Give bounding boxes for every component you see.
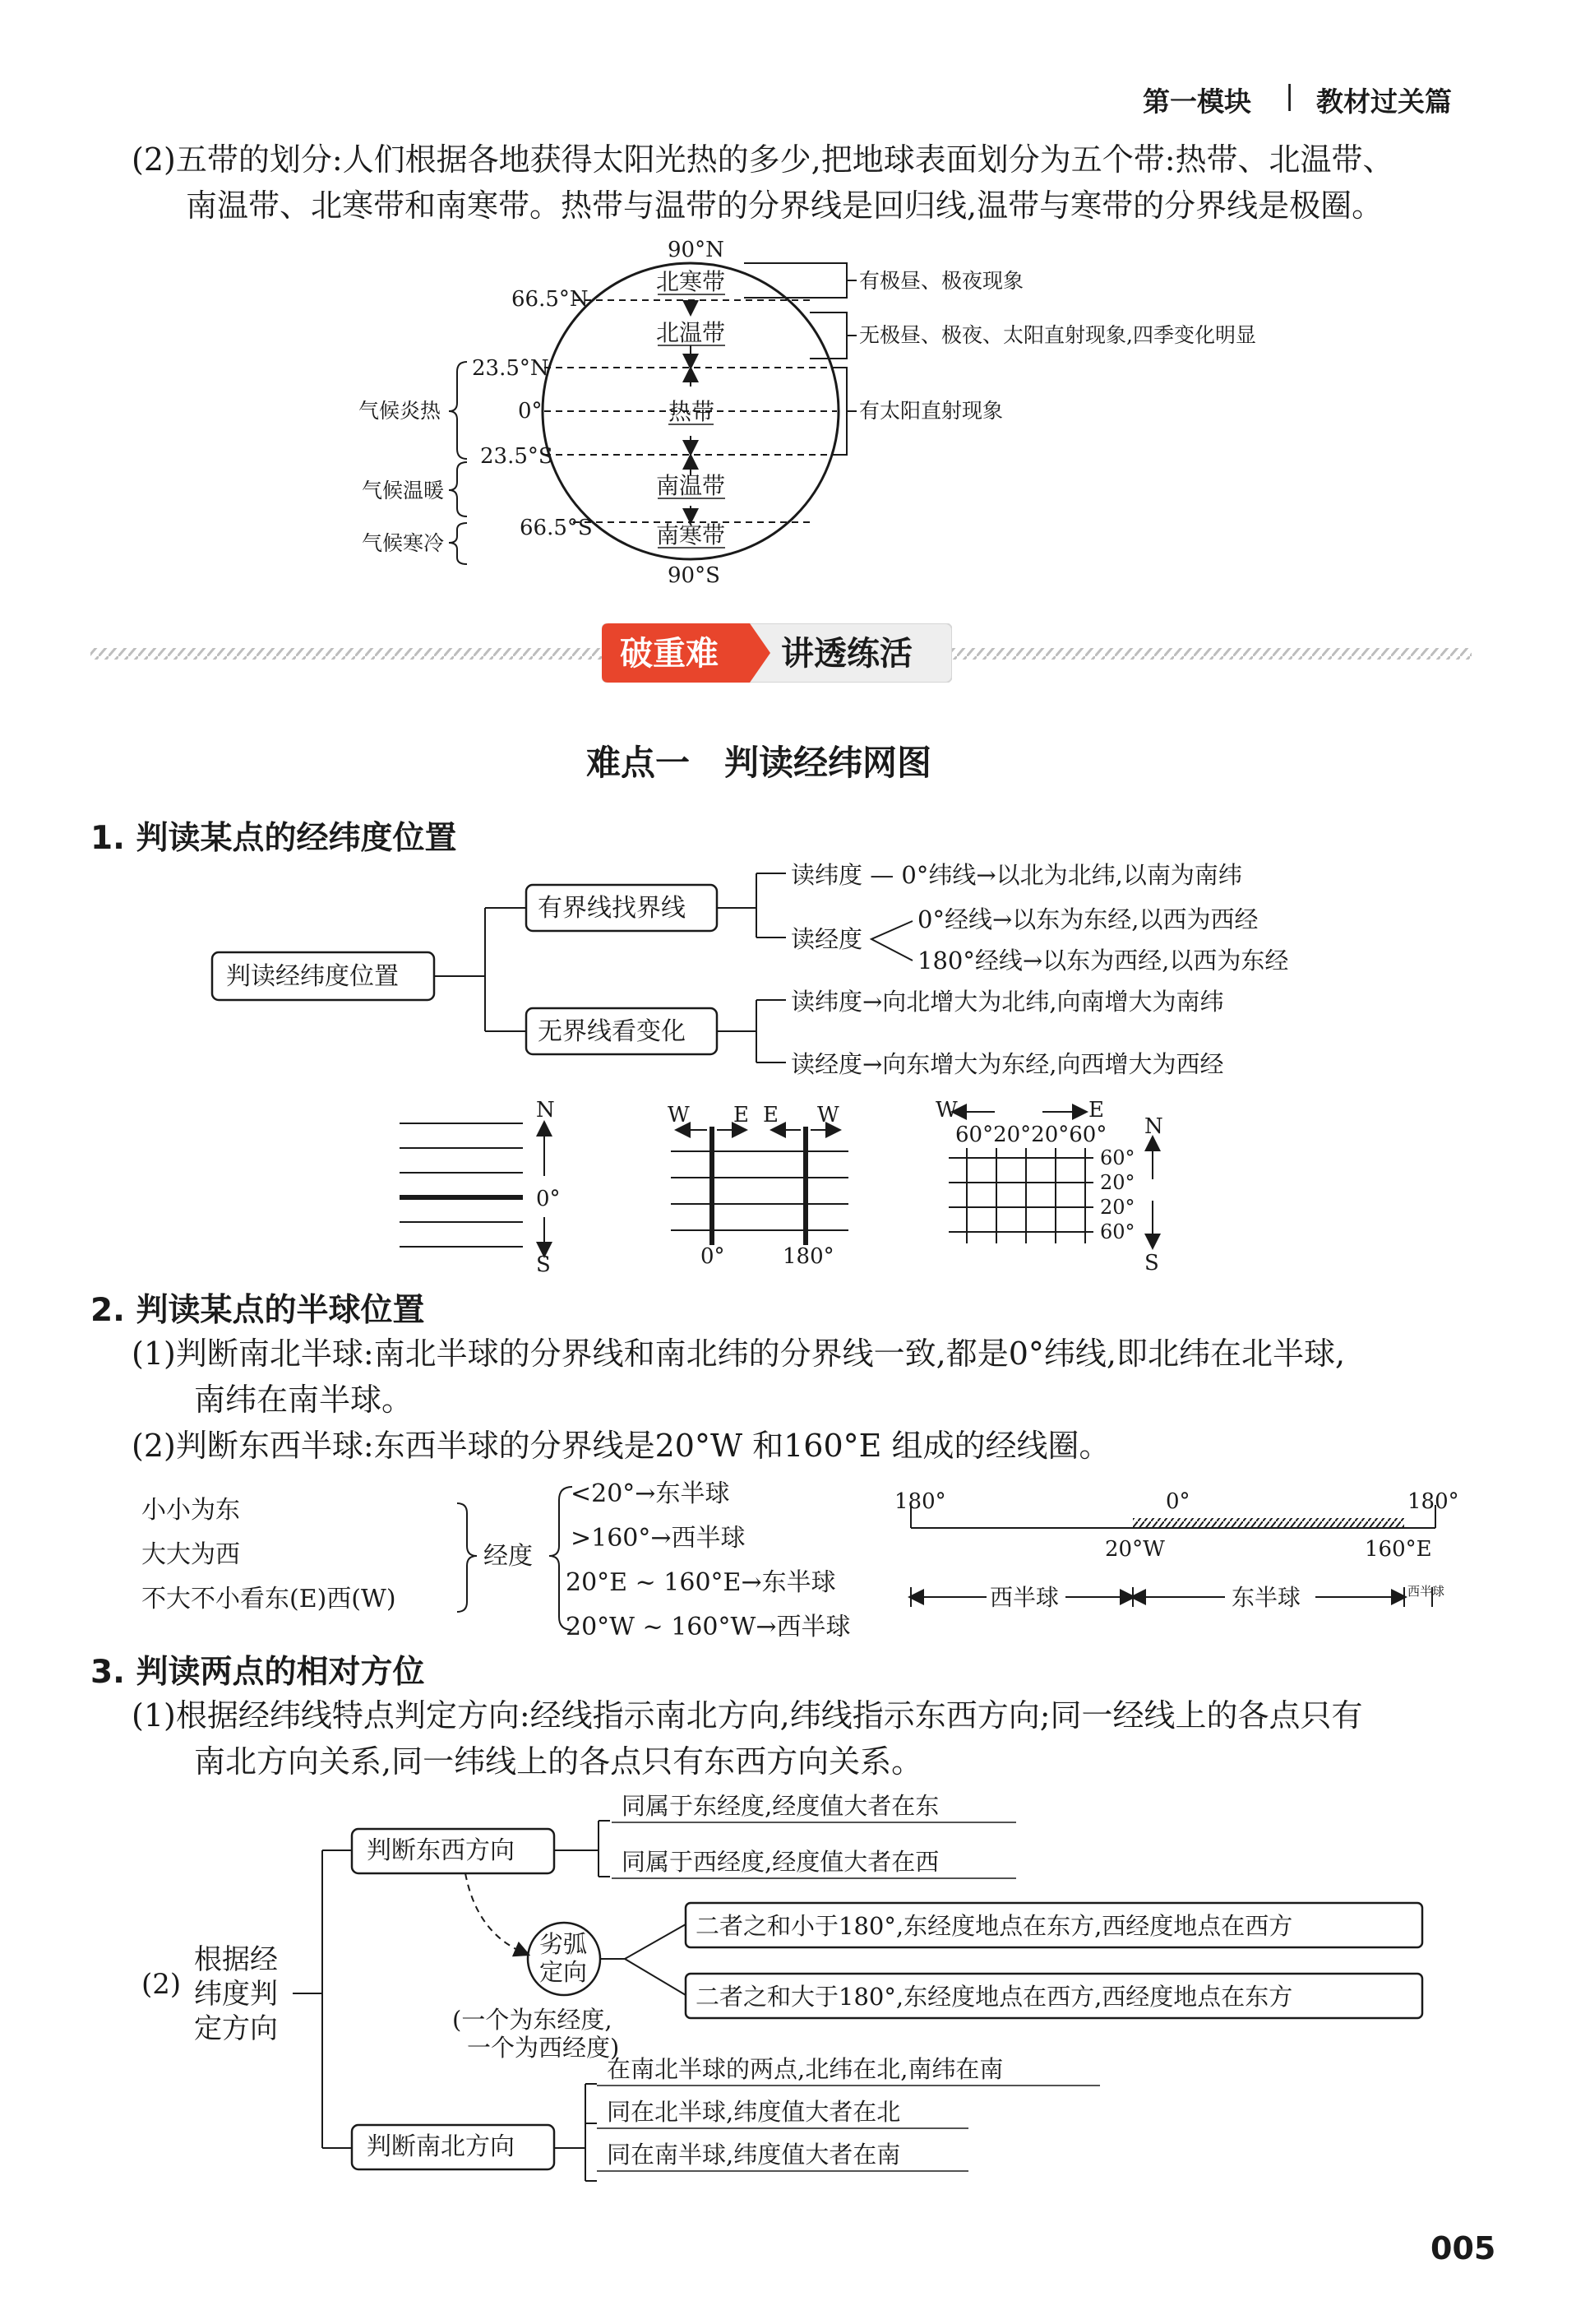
s2-line-160e: 160°E [1365, 1537, 1432, 1562]
banner-right-text: 讲透练活 [781, 635, 913, 673]
note-frigid: 有极昼、极夜现象 [859, 269, 1024, 293]
g3-r0: 60° [1100, 1146, 1135, 1169]
s2-line-0: 0° [1166, 1489, 1190, 1514]
s2-line-20w: 20°W [1105, 1537, 1165, 1562]
s2-west-hemi: 西半球 [990, 1584, 1060, 1611]
header-separator: | [1285, 79, 1295, 111]
climate-warm: 气候温暖 [362, 479, 445, 502]
s1-tree-diagram [0, 855, 1576, 1102]
zone-north-frigid: 北寒带 [656, 268, 726, 295]
s1-root: 判读经纬度位置 [226, 962, 399, 991]
s3-label-l3: 定方向 [194, 2012, 278, 2045]
s3-p1-line-1: (1)根据经纬线特点判定方向:经线指示南北方向,纬线指示东西方向;同一经线上的各点只有 [132, 1697, 1363, 1734]
s2-title: 2. 判读某点的半球位置 [90, 1292, 425, 1329]
g3-s: S [1144, 1251, 1159, 1275]
s3-arc-note-1: (一个为东经度, [452, 2006, 612, 2034]
s3-arc-note-2: 一个为西经度) [467, 2034, 620, 2062]
s3-ns-2: 同在北半球,纬度值大者在北 [607, 2098, 901, 2126]
s3-ns-3: 同在南半球,纬度值大者在南 [607, 2141, 901, 2169]
s3-arc-rule-2: 二者之和大于180°,东经度地点在西方,西经度地点在东方 [696, 1983, 1293, 2011]
g3-n: N [1144, 1114, 1163, 1139]
intro-line-1: (2)五带的划分:人们根据各地获得太阳光热的多少,把地球表面划分为五个带:热带、北温带、 [132, 141, 1394, 178]
climate-cold: 气候寒冷 [362, 531, 445, 555]
s2-r2: >160°→西半球 [571, 1524, 746, 1553]
zone-south-temperate: 南温带 [656, 472, 726, 499]
s2-rule-3: 不大不小看东(E)西(W) [141, 1585, 396, 1613]
g3-w: W [936, 1098, 958, 1123]
g2-w1: W [668, 1103, 690, 1127]
section-banner [602, 623, 952, 683]
s3-arc-l2: 定向 [539, 1958, 588, 1986]
s2-mid: 经度 [483, 1542, 533, 1571]
grid-1 [400, 1098, 561, 1275]
s1-b1-lat: 读纬度 — 0°纬线→以北为北纬,以南为南纬 [791, 861, 1242, 889]
s2-r1: <20°→东半球 [571, 1479, 730, 1508]
zone-tropic: 热带 [668, 398, 715, 425]
lat-0-label: 0° [518, 399, 543, 424]
s1-branch-1: 有界线找界线 [538, 894, 686, 923]
s2-rule-1: 小小为东 [141, 1496, 240, 1525]
s3-p1-line-2: 南北方向关系,同一纬线上的各点只有东西方向关系。 [194, 1743, 923, 1780]
s2-east-hemi: 东半球 [1232, 1584, 1301, 1611]
g3-r1: 20° [1100, 1171, 1135, 1194]
page-number: 005 [1430, 2230, 1496, 2266]
lat-665s-label: 66.5°S [520, 516, 593, 540]
s3-arc-l1: 劣弧 [539, 1930, 588, 1958]
s1-branch-2: 无界线看变化 [538, 1017, 686, 1046]
climate-hot: 气候炎热 [358, 399, 441, 423]
s1-b1-lon-a: 0°经线→以东为东经,以西为西经 [917, 905, 1259, 933]
s3-label-l1: 根据经 [194, 1943, 278, 1976]
s1-b2-lat: 读纬度→向北增大为北纬,向南增大为南纬 [791, 988, 1224, 1016]
grid-2 [668, 1103, 848, 1269]
g1-s: S [536, 1252, 551, 1275]
note-tropic: 有太阳直射现象 [859, 399, 1004, 423]
s2-p2: (2)判断东西半球:东西半球的分界线是20°W 和160°E 组成的经线圈。 [132, 1428, 1111, 1464]
g3-top-labels: 60°20°20°60° [955, 1123, 1107, 1147]
g2-w2: W [817, 1103, 839, 1127]
s3-direction-tree [0, 1776, 1576, 2204]
intro-line-2: 南温带、北寒带和南寒带。热带与温带的分界线是回归线,温带与寒带的分界线是极圈。 [186, 187, 1384, 224]
g2-e1: E [733, 1103, 749, 1127]
g3-r3: 60° [1100, 1220, 1135, 1243]
s2-west-hemi-small: 西半球 [1407, 1584, 1445, 1599]
s2-line-180b: 180° [1407, 1489, 1459, 1514]
g1-zero: 0° [536, 1187, 561, 1211]
banner-left-text: 破重难 [620, 635, 719, 673]
pole-s-label: 90°S [668, 563, 720, 588]
g2-e2: E [763, 1103, 779, 1127]
s2-r3: 20°E ~ 160°E→东半球 [566, 1568, 836, 1597]
lat-235n-label: 23.5°N [472, 356, 549, 381]
s3-ns-1: 在南北半球的两点,北纬在北,南纬在南 [607, 2055, 1004, 2083]
grid-3 [936, 1098, 1163, 1275]
s2-hemisphere-diagram [0, 1472, 1576, 1645]
g3-e: E [1088, 1098, 1104, 1123]
zone-south-frigid: 南寒带 [656, 521, 726, 549]
header-section: 教材过关篇 [1316, 86, 1452, 118]
s1-b1-lon: 读经度 [791, 925, 863, 953]
s3-arc-rule-1: 二者之和小于180°,东经度地点在东方,西经度地点在西方 [696, 1912, 1293, 1940]
s3-title: 3. 判读两点的相对方位 [90, 1654, 425, 1691]
g3-r2: 20° [1100, 1196, 1135, 1219]
s3-ew-box: 判断东西方向 [367, 1836, 515, 1865]
header-module: 第一模块 [1143, 86, 1251, 118]
g2-180: 180° [783, 1244, 834, 1269]
g2-zero: 0° [700, 1244, 725, 1269]
s2-line-180a: 180° [894, 1489, 946, 1514]
s3-ns-box: 判断南北方向 [367, 2132, 515, 2161]
difficulty-title: 难点一 判读经纬网图 [586, 743, 932, 783]
east-hemisphere-hatch [1133, 1518, 1404, 1528]
grid-figures [0, 1094, 1576, 1275]
s3-label-num: (2) [141, 1968, 182, 2001]
s2-p1-line-2: 南纬在南半球。 [194, 1382, 414, 1418]
lat-665n-label: 66.5°N [511, 287, 589, 312]
s2-p1-line-1: (1)判断南北半球:南北半球的分界线和南北纬的分界线一致,都是0°纬线,即北纬在北半球, [132, 1336, 1346, 1372]
zone-north-temperate: 北温带 [656, 319, 726, 346]
lat-235s-label: 23.5°S [480, 444, 553, 469]
s3-label-l2: 纬度判 [194, 1978, 278, 2011]
five-zones-diagram [0, 0, 1576, 592]
pole-n-label: 90°N [668, 238, 724, 262]
s1-b2-lon: 读经度→向东增大为东经,向西增大为西经 [791, 1050, 1224, 1078]
s1-title: 1. 判读某点的经纬度位置 [90, 820, 457, 857]
s3-ew-1: 同属于东经度,经度值大者在东 [622, 1792, 940, 1820]
s2-r4: 20°W ~ 160°W→西半球 [566, 1613, 851, 1641]
s1-b1-lon-b: 180°经线→以东为西经,以西为东经 [917, 947, 1289, 975]
note-temperate: 无极昼、极夜、太阳直射现象,四季变化明显 [859, 323, 1256, 347]
s2-rule-2: 大大为西 [141, 1540, 240, 1569]
g1-n: N [536, 1098, 555, 1123]
s3-ew-2: 同属于西经度,经度值大者在西 [622, 1848, 940, 1876]
